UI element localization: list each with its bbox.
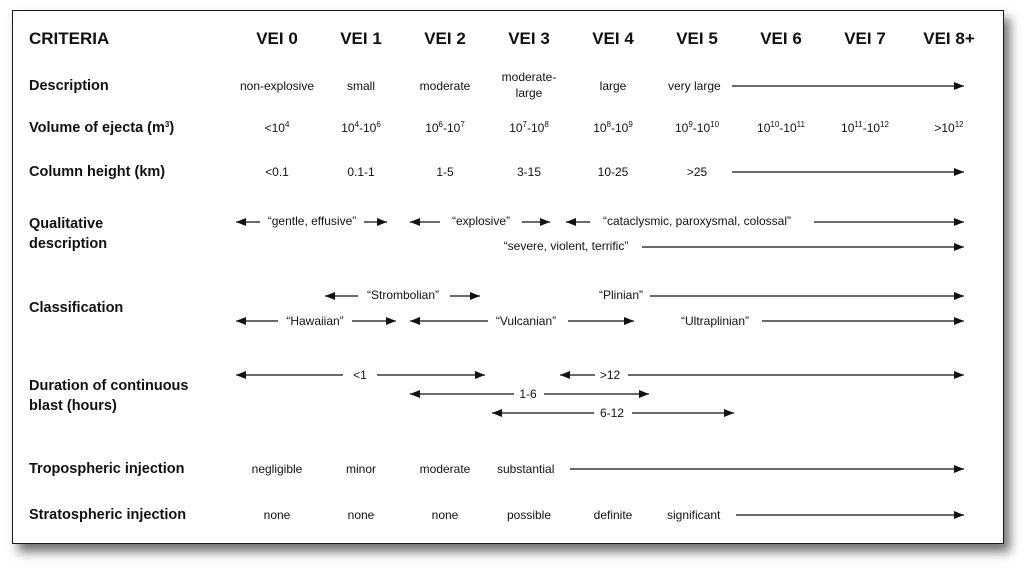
row-label-description: Description [29,78,109,94]
column-height-vei-5: >25 [686,165,708,179]
classification-vulcanian: “Vulcanian” [495,314,557,328]
description-vei-1: small [346,79,376,93]
qualitative-cataclysmic: “cataclysmic, paroxysmal, colossal” [602,214,792,228]
description-vei-3-line2: large [515,86,543,100]
classification-plinian: “Plinian” [598,288,644,302]
row-label-qualitative-2: description [29,236,108,252]
tropospheric-vei-3: substantial [497,462,555,476]
volume-vei-3: $10^7-10^8$ [509,120,549,135]
qualitative-gentle-effusive: “gentle, effusive” [267,214,357,228]
header-vei-0: VEI 0 [256,29,298,48]
column-height-vei-3: 3-15 [516,165,542,179]
description-vei-0: non-explosive [239,79,315,93]
classification-ultraplinian: “Ultraplinian” [680,314,750,328]
row-label-stratospheric: Stratospheric injection [29,507,187,523]
header-vei-4: VEI 4 [592,29,634,48]
column-height-vei-1: 0.1-1 [347,165,375,179]
stratospheric-vei-2: none [431,508,459,522]
row-label-duration-1: Duration of continuous [29,378,189,394]
column-height-vei-4: 10-25 [597,165,629,179]
qualitative-explosive: “explosive” [451,214,511,228]
volume-vei-0: $<10^4$ [264,120,290,135]
criteria-header: CRITERIA [29,29,110,48]
volume-vei-5: $10^9-10^{10}$ [674,120,720,135]
duration-6-12: 6-12 [599,406,625,420]
duration-1-6: 1-6 [519,387,537,401]
column-height-vei-2: 1-5 [436,165,454,179]
stratospheric-vei-4: definite [593,508,633,522]
description-vei-2: moderate [419,79,471,93]
row-label-column-height: Column height (km) [29,164,166,180]
header-vei-5: VEI 5 [676,29,718,48]
description-vei-4: large [599,79,627,93]
tropospheric-vei-1: minor [345,462,377,476]
duration-greater-than-12: >12 [599,368,621,382]
header-vei-1: VEI 1 [340,29,382,48]
row-label-classification: Classification [29,300,124,316]
header-vei-3: VEI 3 [508,29,550,48]
volume-vei-4: $10^8-10^9$ [593,120,633,135]
stratospheric-vei-0: none [263,508,291,522]
row-label-volume: Volume of ejecta $(m^3)$ [29,120,175,136]
classification-strombolian: “Strombolian” [366,288,440,302]
header-vei-7: VEI 7 [844,29,886,48]
description-vei-5: very large [668,79,721,93]
volume-vei-8: $>10^{12}$ [934,120,964,135]
header-vei-6: VEI 6 [760,29,802,48]
volume-vei-6: $10^{10}-10^{11}$ [757,120,805,135]
stratospheric-vei-1: none [347,508,375,522]
header-vei-8: VEI 8+ [923,29,975,48]
tropospheric-vei-2: moderate [419,462,471,476]
row-label-tropospheric: Tropospheric injection [29,461,185,477]
row-label-duration-2: blast (hours) [29,398,117,414]
description-vei-3-line1: moderate- [501,70,557,84]
column-height-vei-0: <0.1 [265,165,289,179]
stratospheric-vei-5: significant [667,508,721,522]
duration-less-than-1: <1 [353,368,367,382]
qualitative-severe: “severe, violent, terrific” [503,239,629,253]
stratospheric-vei-3: possible [506,508,552,522]
volume-vei-2: $10^6-10^7$ [425,120,465,135]
row-label-qualitative-1: Qualitative [29,216,104,232]
header-vei-2: VEI 2 [424,29,466,48]
classification-hawaiian: “Hawaiian” [286,314,344,328]
tropospheric-vei-0: negligible [251,462,303,476]
volume-vei-1: $10^4-10^6$ [341,120,381,135]
volume-vei-7: $10^{11}-10^{12}$ [841,120,889,135]
